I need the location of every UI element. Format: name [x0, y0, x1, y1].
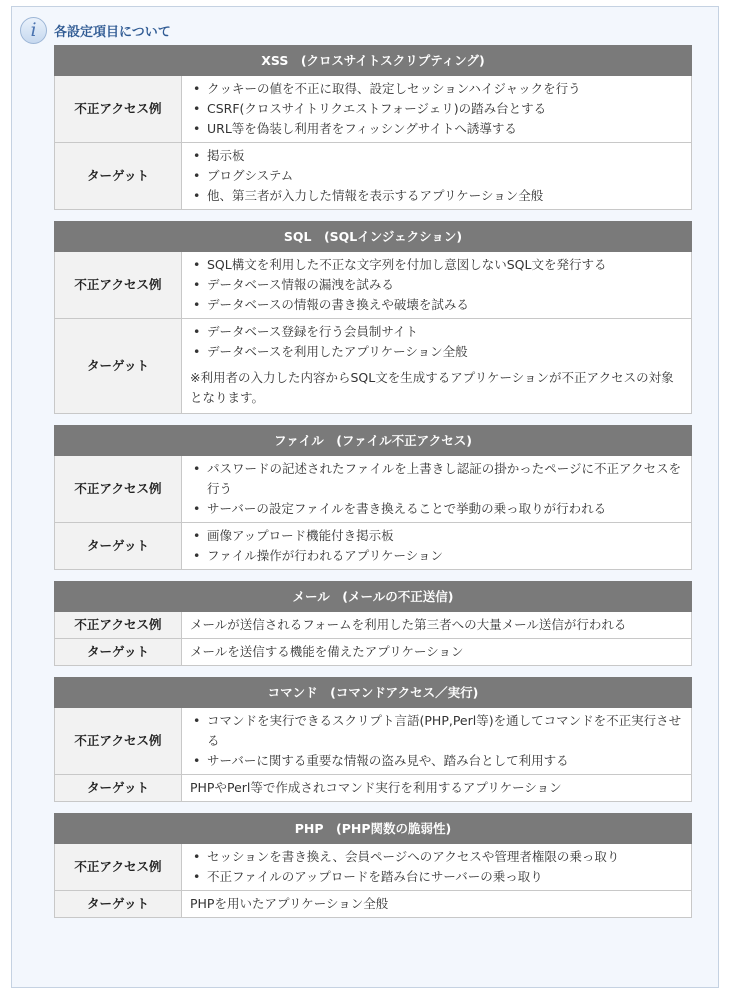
list-item: • コマンドを実行できるスクリプト言語(PHP,Perl等)を通してコマンドを不正実行させる — [207, 711, 683, 751]
spec-tables — [54, 45, 692, 929]
list-item: • パスワードの記述されたファイルを上書きし認証の掛かったページに不正アクセスを行う — [207, 459, 683, 499]
attack-row — [55, 76, 692, 143]
bullet-list — [190, 322, 683, 362]
list-item: • 不正ファイルのアップロードを踏み台にサーバーの乗っ取り — [207, 867, 683, 887]
bullet-list — [190, 146, 683, 206]
target-row — [55, 639, 692, 666]
row-label: ターゲット — [55, 891, 182, 918]
target-row — [55, 523, 692, 570]
row-content — [182, 143, 692, 210]
table-caption: PHP (PHP関数の脆弱性) — [55, 814, 692, 844]
target-row — [55, 143, 692, 210]
row-text: PHPやPerl等で作成されコマンド実行を利用するアプリケーション — [190, 780, 562, 795]
note-text: ※利用者の入力した内容からSQL文を生成するアプリケーションが不正アクセスの対象となります。 — [190, 370, 674, 405]
row-content — [182, 844, 692, 891]
row-content — [182, 708, 692, 775]
row-label: ターゲット — [55, 775, 182, 802]
table-caption: メール (メールの不正送信) — [55, 582, 692, 612]
row-content — [182, 639, 692, 666]
attack-row — [55, 612, 692, 639]
row-label: 不正アクセス例 — [55, 456, 182, 523]
table-caption: SQL (SQLインジェクション) — [55, 222, 692, 252]
list-item: • データベース情報の漏洩を試みる — [207, 275, 683, 295]
list-item: • ファイル操作が行われるアプリケーション — [207, 546, 683, 566]
list-item: • CSRF(クロスサイトリクエストフォージェリ)の踏み台とする — [207, 99, 683, 119]
row-label: 不正アクセス例 — [55, 76, 182, 143]
table-caption: コマンド (コマンドアクセス／実行) — [55, 678, 692, 708]
row-text: メールを送信する機能を備えたアプリケーション — [190, 644, 464, 659]
row-content — [182, 891, 692, 918]
table-caption: ファイル (ファイル不正アクセス) — [55, 426, 692, 456]
spec-table — [54, 45, 692, 210]
list-item: • 他、第三者が入力した情報を表示するアプリケーション全般 — [207, 186, 683, 206]
attack-row — [55, 708, 692, 775]
row-label: ターゲット — [55, 639, 182, 666]
bullet-list — [190, 847, 683, 887]
info-icon: i — [20, 17, 47, 44]
bullet-list — [190, 526, 683, 566]
attack-row — [55, 456, 692, 523]
list-item: • サーバーの設定ファイルを書き換えることで挙動の乗っ取りが行われる — [207, 499, 683, 519]
section-heading — [20, 15, 171, 45]
row-content — [182, 612, 692, 639]
row-label: ターゲット — [55, 319, 182, 414]
row-label: 不正アクセス例 — [55, 844, 182, 891]
spec-table — [54, 581, 692, 666]
list-item: • データベースの情報の書き換えや破壊を試みる — [207, 295, 683, 315]
row-label: 不正アクセス例 — [55, 612, 182, 639]
row-text: PHPを用いたアプリケーション全般 — [190, 896, 389, 911]
list-item: • サーバーに関する重要な情報の盗み見や、踏み台として利用する — [207, 751, 683, 771]
row-label: 不正アクセス例 — [55, 252, 182, 319]
spec-table — [54, 813, 692, 918]
target-row — [55, 319, 692, 414]
bullet-list — [190, 459, 683, 519]
attack-row — [55, 252, 692, 319]
table-caption: XSS (クロスサイトスクリプティング) — [55, 46, 692, 76]
row-label: ターゲット — [55, 523, 182, 570]
row-content — [182, 775, 692, 802]
spec-table — [54, 221, 692, 414]
target-row — [55, 891, 692, 918]
spec-table — [54, 677, 692, 802]
spec-table — [54, 425, 692, 570]
row-text: メールが送信されるフォームを利用した第三者への大量メール送信が行われる — [190, 617, 627, 632]
bullet-list — [190, 255, 683, 315]
bullet-list — [190, 79, 683, 139]
list-item: • 画像アップロード機能付き掲示板 — [207, 526, 683, 546]
list-item: • 掲示板 — [207, 146, 683, 166]
row-label: ターゲット — [55, 143, 182, 210]
row-content — [182, 523, 692, 570]
bullet-list — [190, 711, 683, 771]
row-content — [182, 76, 692, 143]
heading-title: 各設定項目について — [54, 24, 171, 40]
row-label: 不正アクセス例 — [55, 708, 182, 775]
row-content — [182, 319, 692, 414]
target-row — [55, 775, 692, 802]
list-item: • クッキーの値を不正に取得、設定しセッションハイジャックを行う — [207, 79, 683, 99]
attack-row — [55, 844, 692, 891]
list-item: • ブログシステム — [207, 166, 683, 186]
list-item: • データベース登録を行う会員制サイト — [207, 322, 683, 342]
row-content — [182, 252, 692, 319]
list-item: • SQL構文を利用した不正な文字列を付加し意図しないSQL文を発行する — [207, 255, 683, 275]
list-item: • セッションを書き換え、会員ページへのアクセスや管理者権限の乗っ取り — [207, 847, 683, 867]
list-item: • URL等を偽装し利用者をフィッシングサイトへ誘導する — [207, 119, 683, 139]
settings-info-panel — [11, 6, 719, 988]
row-content — [182, 456, 692, 523]
list-item: • データベースを利用したアプリケーション全般 — [207, 342, 683, 362]
